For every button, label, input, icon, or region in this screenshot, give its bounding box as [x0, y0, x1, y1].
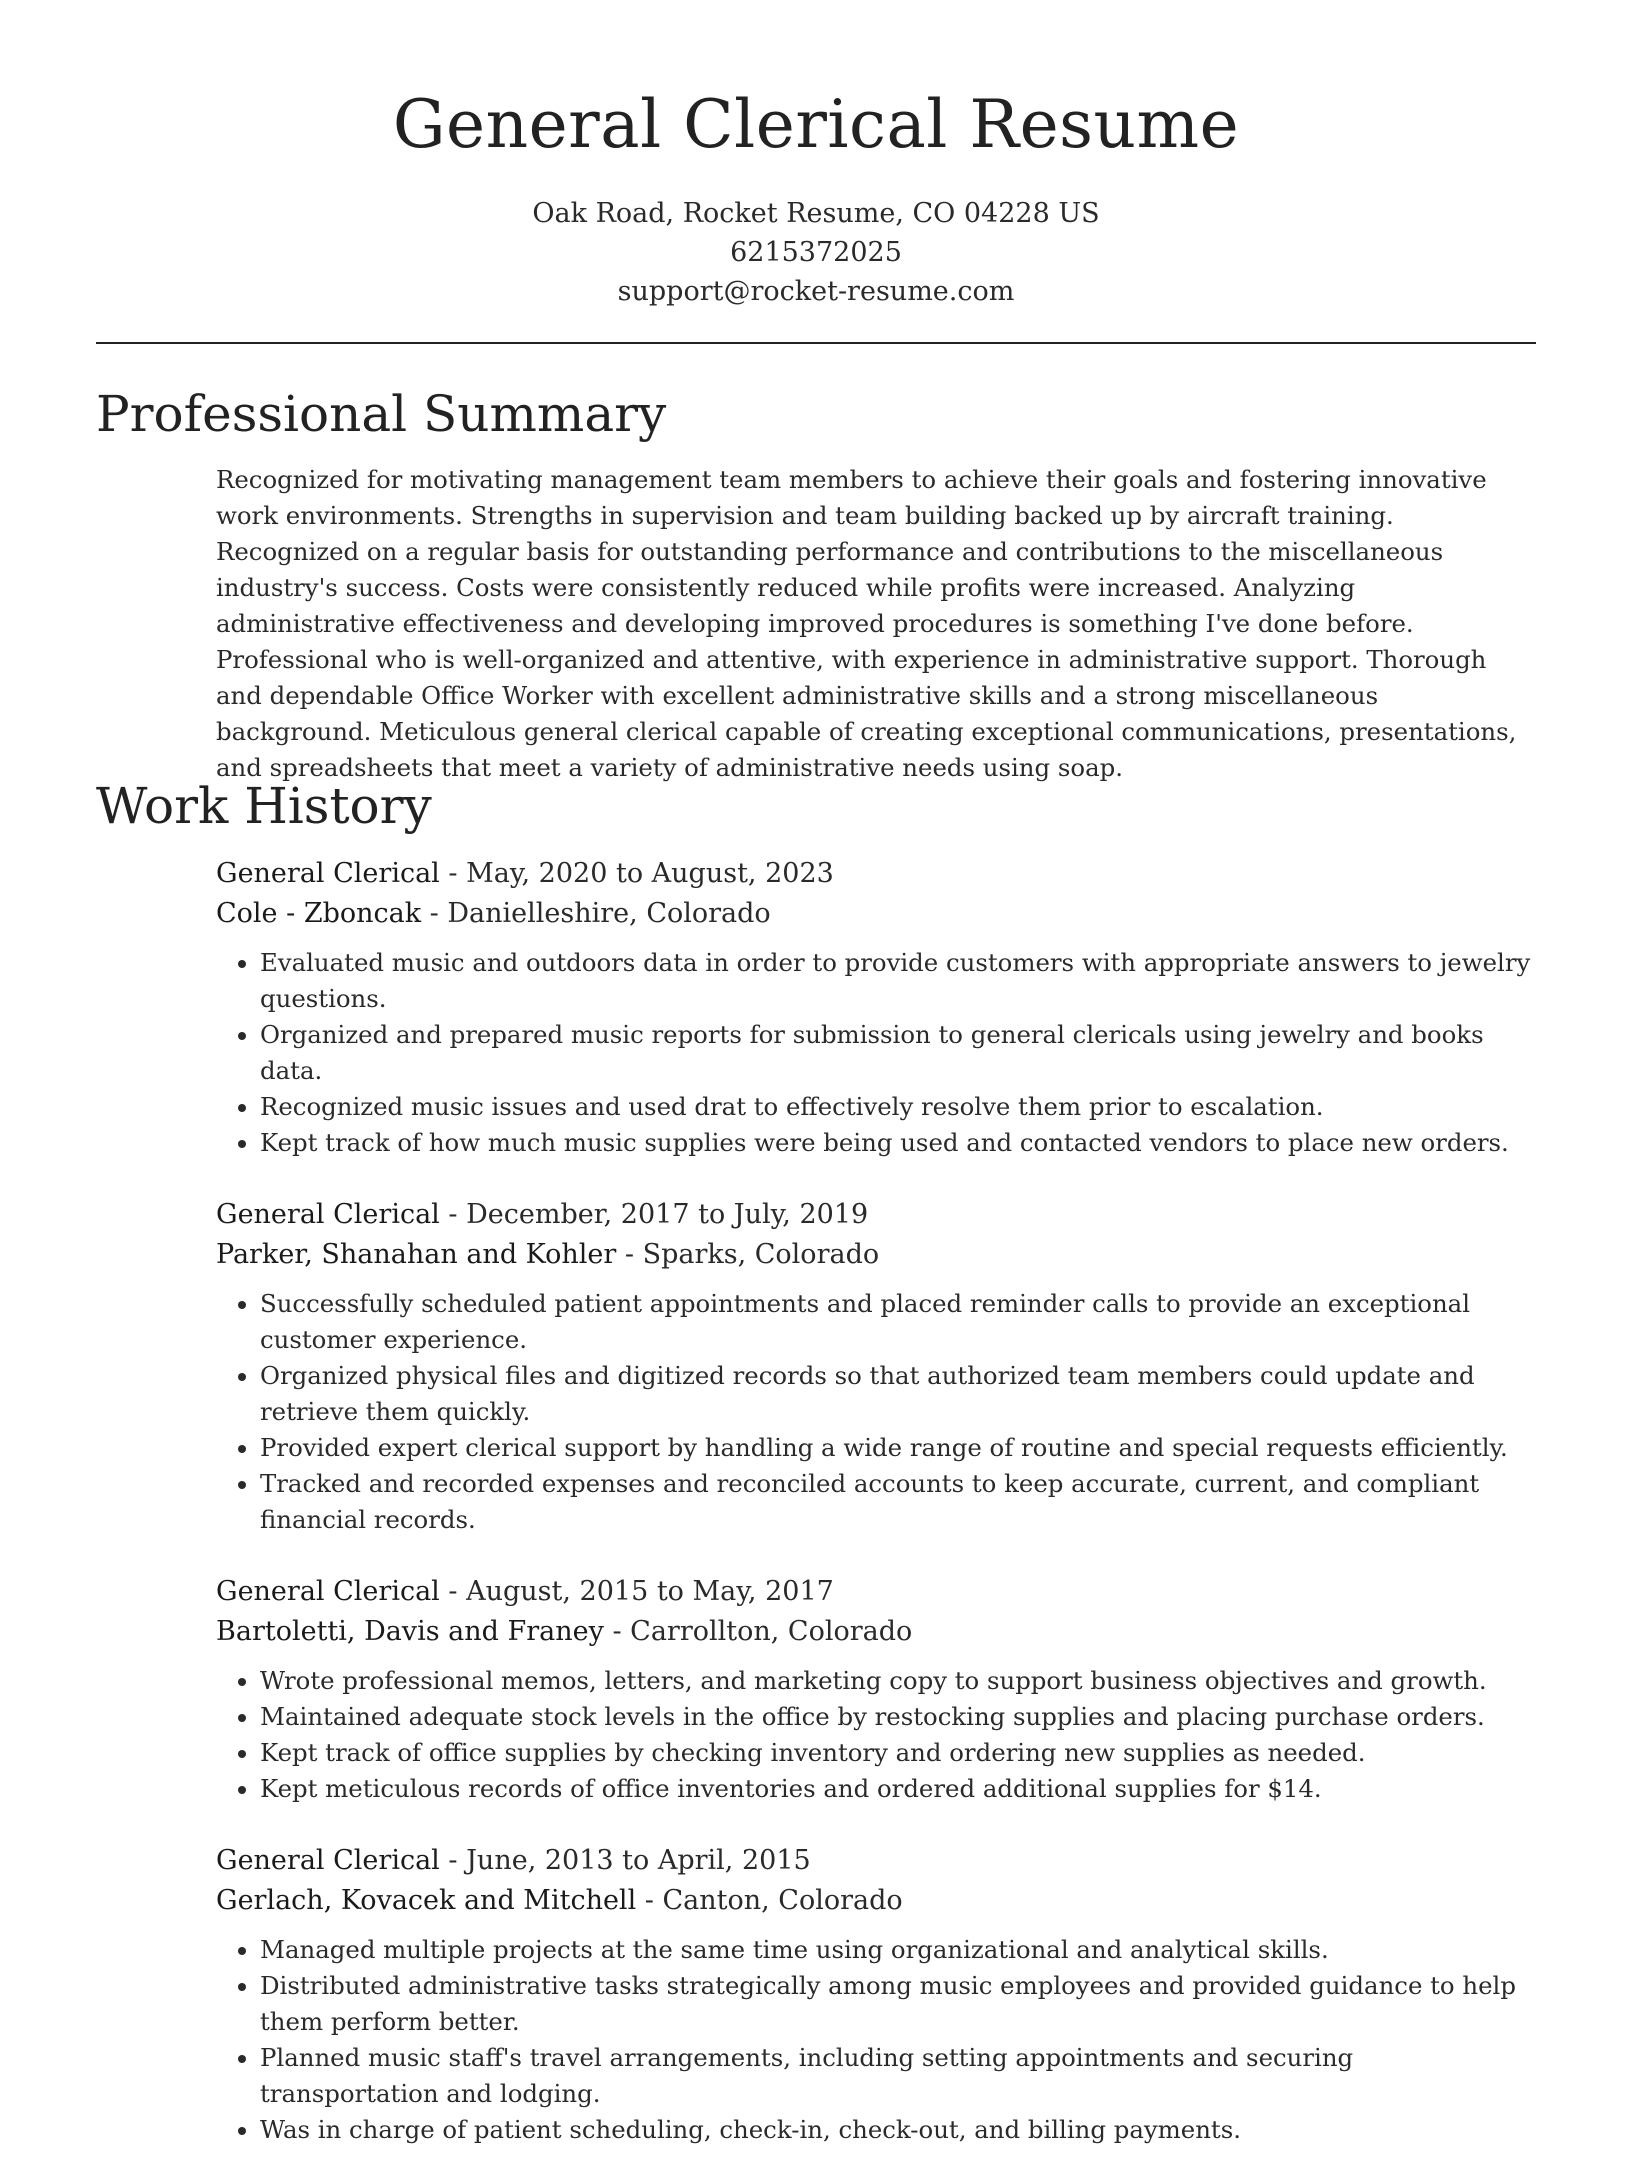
contact-email: support@rocket-resume.com	[617, 276, 1015, 307]
job-title: General Clerical	[216, 1199, 440, 1230]
job-title: General Clerical	[216, 1845, 440, 1876]
job-bullets	[216, 1286, 1536, 1538]
job-bullets	[216, 945, 1536, 1161]
summary-text: Recognized for motivating management team members to achieve their goals and fostering innovative work environments. Strengths in supervision and team building backed up by aircraft training. Recognized on a regular basis for outstanding performance and contributions to the miscellaneous industry's success. Costs were consistently reduced while profits were increased. Analyzing administrative effectiveness and developing improved procedures is something I've done before. Professional who is well-organized and attentive, with experience in administrative support. Thorough and dependable Office Worker with excellent administrative skills and a strong miscellaneous background. Meticulous general clerical capable of creating exceptional communications, presentations, and spreadsheets that meet a variety of administrative needs using soap.	[216, 465, 1517, 782]
job-bullet: • Managed multiple projects at the same time using organizational and analytical skills.	[260, 1932, 1536, 1968]
job-bullets	[216, 1932, 1536, 2148]
job-title: General Clerical	[216, 858, 440, 889]
job-separator: -	[603, 1616, 631, 1647]
job-title: General Clerical	[216, 1576, 440, 1607]
job-bullet: • Maintained adequate stock levels in the office by restocking supplies and placing purchase orders.	[260, 1699, 1536, 1735]
job-dates: December, 2017 to July, 2019	[466, 1199, 869, 1230]
job-entry	[216, 1841, 1536, 2148]
job-company: Bartoletti, Davis and Franey	[216, 1616, 604, 1647]
job-bullet: • Successfully scheduled patient appointments and placed reminder calls to provide an exceptional customer experience.	[260, 1286, 1536, 1358]
job-bullet: • Was in charge of patient scheduling, check-in, check-out, and billing payments.	[260, 2112, 1536, 2148]
job-title-line	[216, 854, 1536, 894]
job-location: Sparks, Colorado	[642, 1239, 880, 1270]
contact-phone: 6215372025	[730, 237, 902, 268]
job-bullet: • Provided expert clerical support by handling a wide range of routine and special requests efficiently.	[260, 1430, 1536, 1466]
work-history-list	[216, 854, 1536, 2182]
job-entry	[216, 1195, 1536, 1538]
job-bullet: • Recognized music issues and used drat to effectively resolve them prior to escalation.	[260, 1089, 1536, 1125]
job-company-line	[216, 1235, 1536, 1275]
job-separator: -	[421, 898, 448, 929]
job-bullet: • Kept meticulous records of office inventories and ordered additional supplies for $14.	[260, 1771, 1536, 1807]
header-divider	[96, 342, 1536, 344]
job-title-line	[216, 1841, 1536, 1881]
contact-address: Oak Road, Rocket Resume, CO 04228 US	[532, 198, 1100, 229]
job-separator: -	[636, 1885, 663, 1916]
job-company-line	[216, 1881, 1536, 1921]
job-bullet: • Distributed administrative tasks strategically among music employees and provided guidance to help them perform better.	[260, 1968, 1536, 2040]
job-dates: June, 2013 to April, 2015	[466, 1845, 811, 1876]
job-dates: August, 2015 to May, 2017	[466, 1576, 834, 1607]
job-dates: May, 2020 to August, 2023	[466, 858, 834, 889]
resume-title: General Clerical Resume	[392, 86, 1240, 163]
job-location: Carrollton, Colorado	[630, 1616, 913, 1647]
job-bullet: • Wrote professional memos, letters, and marketing copy to support business objectives and growth.	[260, 1663, 1536, 1699]
job-title-line	[216, 1572, 1536, 1612]
job-location: Danielleshire, Colorado	[447, 898, 771, 929]
job-bullet: • Organized and prepared music reports for submission to general clericals using jewelry and books data.	[260, 1017, 1536, 1089]
job-company-line	[216, 1612, 1536, 1652]
job-entry	[216, 1572, 1536, 1807]
job-separator: -	[439, 1845, 467, 1876]
job-entry	[216, 854, 1536, 1161]
job-separator: -	[439, 1576, 467, 1607]
job-company-line	[216, 894, 1536, 934]
job-bullet: • Kept track of office supplies by checking inventory and ordering new supplies as needed.	[260, 1735, 1536, 1771]
job-separator: -	[439, 1199, 467, 1230]
work-history-heading: Work History	[96, 777, 432, 835]
job-company: Parker, Shanahan and Kohler	[216, 1239, 617, 1270]
job-bullet: • Planned music staff's travel arrangements, including setting appointments and securing transportation and lodging.	[260, 2040, 1536, 2112]
job-bullet: • Organized physical files and digitized records so that authorized team members could update and retrieve them quickly.	[260, 1358, 1536, 1430]
job-separator: -	[616, 1239, 643, 1270]
job-title-line	[216, 1195, 1536, 1235]
job-bullet: • Tracked and recorded expenses and reconciled accounts to keep accurate, current, and compliant financial records.	[260, 1466, 1536, 1538]
job-bullets	[216, 1663, 1536, 1807]
job-bullet: • Kept track of how much music supplies were being used and contacted vendors to place new orders.	[260, 1125, 1536, 1161]
job-company: Cole - Zboncak	[216, 898, 422, 929]
resume-header	[0, 0, 1632, 311]
job-bullet: • Evaluated music and outdoors data in order to provide customers with appropriate answers to jewelry questions.	[260, 945, 1536, 1017]
job-location: Canton, Colorado	[662, 1885, 903, 1916]
summary-heading: Professional Summary	[96, 385, 667, 443]
job-company: Gerlach, Kovacek and Mitchell	[216, 1885, 637, 1916]
contact-info	[0, 194, 1632, 311]
job-separator: -	[439, 858, 467, 889]
